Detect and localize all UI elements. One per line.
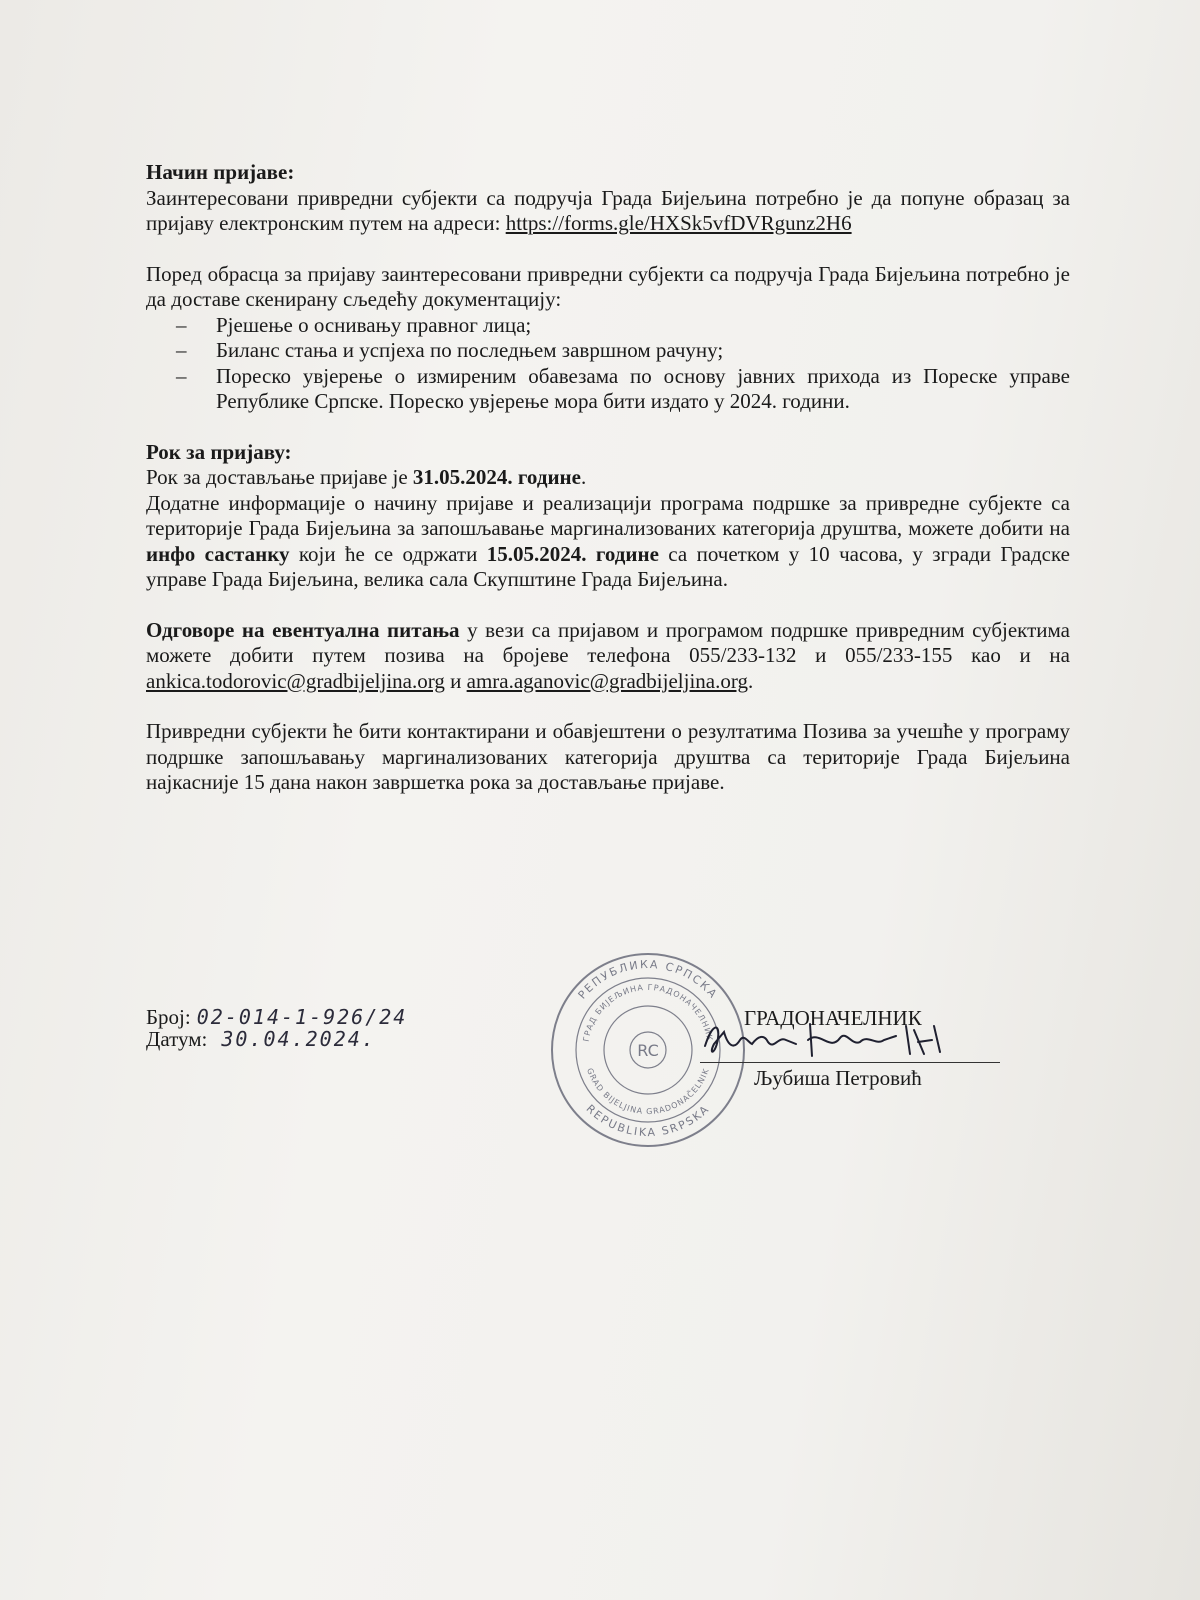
section-heading-application: Начин пријаве: xyxy=(146,160,295,184)
list-item xyxy=(146,364,1070,415)
bullet-dash: – xyxy=(176,312,187,337)
documentation-list xyxy=(146,313,1070,415)
questions-text: у вези са пријавом и програмом подршке привредним субјектима можете добити путем позива на бројеве телефона 055/233-132 и 055/233-155 као и на xyxy=(146,617,1070,667)
list-item-text: Биланс стања и успјеха по последњем завршном рачуну; xyxy=(216,338,724,362)
info-meeting-date: 15.05.2024. године xyxy=(486,541,659,566)
list-item xyxy=(146,313,1070,339)
deadline-end: . xyxy=(580,465,587,489)
paragraph-documentation: Поред обрасца за пријаву заинтересовани привредни субјекти са подручја Града Бијељина потребно је да доставе скенирану сљедећу документацију: xyxy=(146,261,1070,311)
info-meeting-label: инфо састанку xyxy=(146,541,290,566)
svg-text:REPUBLIKA SRPSKA: REPUBLIKA SRPSKA xyxy=(583,1102,713,1140)
questions-heading: Одговоре на евентуална питања xyxy=(146,617,460,642)
paragraph-questions xyxy=(146,618,1070,695)
bullet-dash: – xyxy=(176,363,187,388)
signature-line xyxy=(700,1062,1000,1063)
paragraph-info-meeting xyxy=(146,491,1070,593)
info-text-end: са почетком у 10 часова, у згради Градске управе Града Бијељина, велика сала Скупштине Града Бијељина. xyxy=(146,541,1070,591)
svg-text:ГРАД БИЈЕЉИНА ГРАДОНАЧЕЛНИК: ГРАД БИЈЕЉИНА ГРАДОНАЧЕЛНИК xyxy=(581,982,715,1043)
date-value: 30.04.2024. xyxy=(221,1027,376,1051)
list-item xyxy=(146,338,1070,364)
questions-end: . xyxy=(747,668,754,693)
list-item-text: Пореско увјерење о измиреним обавезама по основу јавних прихода из Пореске управе Републике Српске. Пореско увјерење мора бити издато у 2024. години. xyxy=(216,363,1070,413)
signatory-name: Љубиша Петровић xyxy=(754,1066,922,1090)
number-label: Број: xyxy=(146,1005,191,1029)
info-text-mid: који ће се одржати xyxy=(289,541,487,566)
document-reference xyxy=(146,1006,407,1050)
number-value: 02-014-1-926/24 xyxy=(196,1005,408,1029)
email-link-aganovic[interactable]: amra.aganovic@gradbijeljina.org xyxy=(466,668,748,693)
document-body xyxy=(146,160,1070,796)
paragraph-application-method xyxy=(146,186,1070,237)
date-row xyxy=(146,1028,407,1050)
svg-text:RC: RC xyxy=(637,1041,659,1060)
section-heading-deadline: Рок за пријаву: xyxy=(146,439,292,464)
paragraph-results: Привредни субјекти ће бити контактирани и обавјештени о резултатима Позива за учешће у програму подршке запошљавању маргинализованих категорија друштва са територије Града Бијељина најкасније 15 дана након завршетка рока за достављање пријаве. xyxy=(146,719,1070,794)
handwritten-signature xyxy=(700,1016,970,1062)
svg-text:РЕПУБЛИКА СРПСКА: РЕПУБЛИКА СРПСКА xyxy=(575,957,721,1002)
info-text: Додатне информације о начину пријаве и реализацији програма подршке за привредне субјекте са територије Града Бијељина за запошљавање маргинализованих категорија друштва, можете добити на xyxy=(146,490,1070,540)
deadline-date: 31.05.2024. године xyxy=(412,465,581,489)
application-text: Заинтересовани привредни субјекти са подручја Града Бијељина потребно је да попуне образац за пријаву електронским путем на адреси: xyxy=(146,185,1070,235)
bullet-dash: – xyxy=(176,338,187,362)
reference-number-row xyxy=(146,1006,407,1028)
list-item-text: Рјешење о оснивању правног лица; xyxy=(216,312,532,337)
questions-and: и xyxy=(444,668,467,693)
email-link-todorovic[interactable]: ankica.todorovic@gradbijeljina.org xyxy=(146,668,445,693)
paragraph-deadline xyxy=(146,465,1070,491)
date-label: Датум: xyxy=(146,1027,208,1051)
deadline-text: Рок за достављање пријаве је xyxy=(146,465,413,489)
signatory-title: ГРАДОНАЧЕЛНИК xyxy=(744,1006,922,1030)
svg-text:GRAD BIJELJINA GRADONAČELNIK: GRAD BIJELJINA GRADONAČELNIK xyxy=(585,1066,711,1117)
form-link[interactable]: https://forms.gle/HXSk5vfDVRgunz2H6 xyxy=(505,211,852,235)
